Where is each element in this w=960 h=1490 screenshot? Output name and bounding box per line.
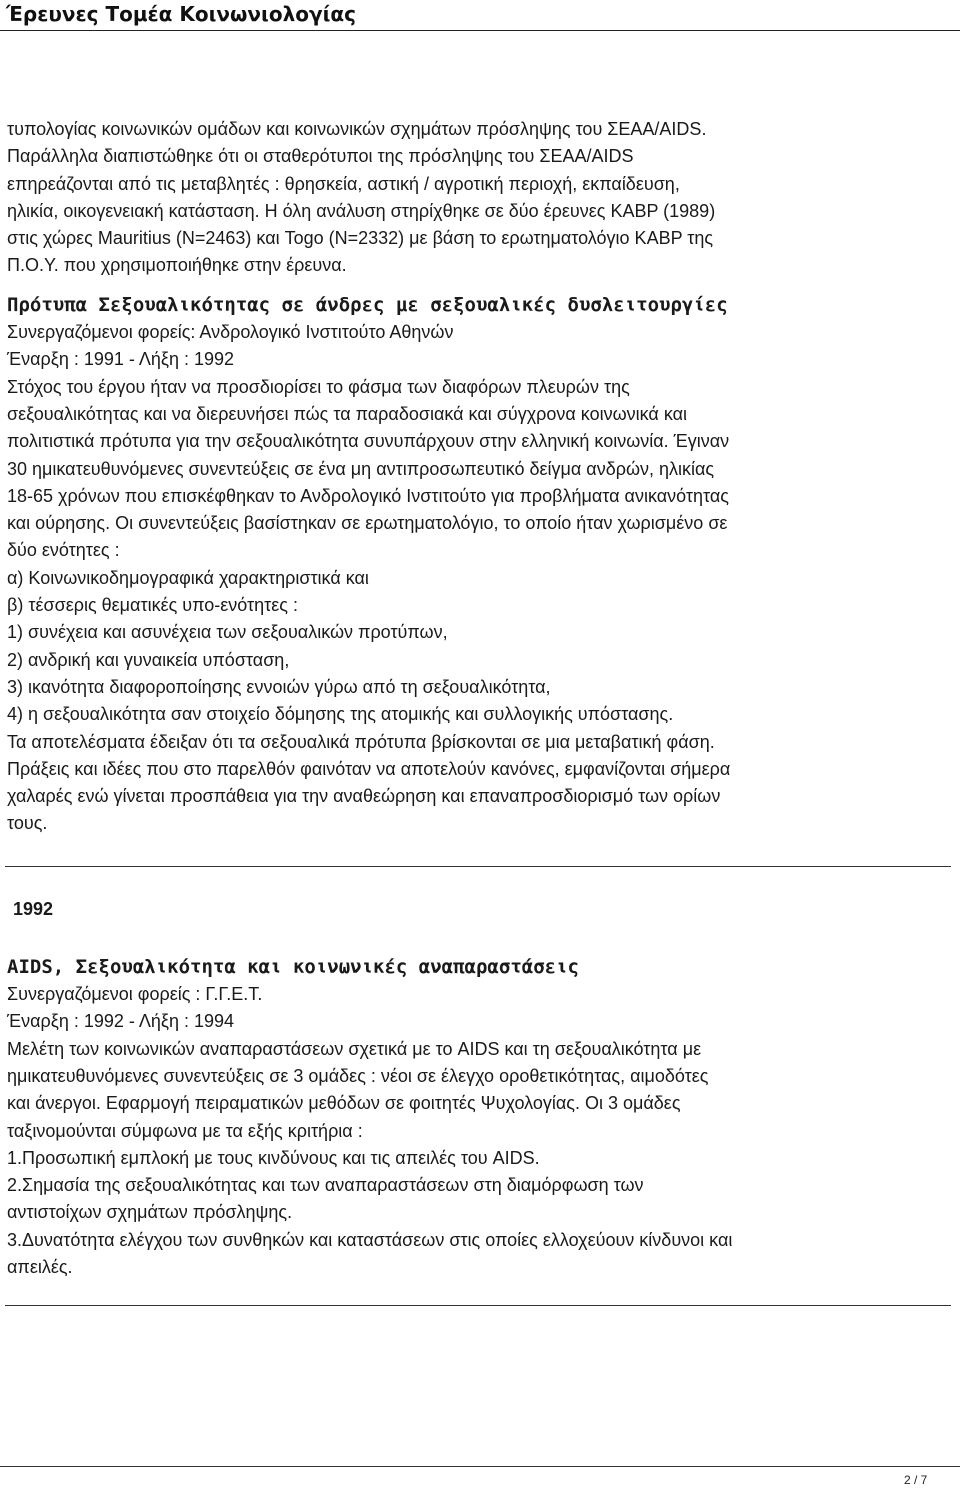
section-aids-body	[7, 981, 952, 1281]
text-line: χαλαρές ενώ γίνεται προσπάθεια για την αναθεώρηση και επαναπροσδιορισμό των ορίων	[7, 786, 721, 807]
text-line: Έναρξη : 1991 - Λήξη : 1992	[7, 349, 235, 370]
text-line: απειλές.	[7, 1256, 73, 1277]
section-divider	[5, 1305, 951, 1306]
section-heading-sexuality-patterns: Πρότυπα Σεξουαλικότητας σε άνδρες με σεξουαλικές δυσλειτουργίες	[7, 293, 728, 316]
text-line: Συνεργαζόμενοι φορείς: Ανδρολογικό Ινστιτούτο Αθηνών	[7, 322, 454, 343]
section-heading-aids: AIDS, Σεξουαλικότητα και κοινωνικές αναπαραστάσεις	[7, 955, 579, 978]
text-line: 1.Προσωπική εμπλοκή με τους κινδύνους και τις απειλές του AIDS.	[7, 1147, 540, 1168]
text-line: σεξουαλικότητας και να διερευνήσει πώς τα παραδοσιακά και σύγχρονα κοινωνικά και	[7, 403, 688, 424]
section-divider	[5, 866, 951, 867]
text-line: πολιτιστικά πρότυπα για την σεξουαλικότητα συνυπάρχουν στην ελληνική κοινωνία. Έγιναν	[7, 431, 730, 452]
text-line: 4) η σεξουαλικότητα σαν στοιχείο δόμησης της ατομικής και συλλογικής υπόστασης.	[7, 704, 674, 725]
text-line: ηλικία, οικογενειακή κατάσταση. Η όλη ανάλυση στηρίχθηκε σε δύο έρευνες KABP (1989)	[7, 200, 716, 221]
text-line: 1) συνέχεια και ασυνέχεια των σεξουαλικών προτύπων,	[7, 622, 448, 643]
document-body	[7, 116, 952, 1306]
text-line: β) τέσσερις θεματικές υπο-ενότητες :	[7, 595, 298, 616]
text-line: 2) ανδρική και γυναικεία υπόσταση,	[7, 649, 290, 670]
text-line: Έναρξη : 1992 - Λήξη : 1994	[7, 1011, 235, 1032]
text-line: Τα αποτελέσματα έδειξαν ότι τα σεξουαλικά πρότυπα βρίσκονται σε μια μεταβατική φάση.	[7, 731, 715, 752]
text-line: 30 ημικατευθυνόμενες συνεντεύξεις σε ένα μη αντιπροσωπευτικό δείγμα ανδρών, ηλικίας	[7, 458, 715, 479]
text-line: 3) ικανότητα διαφοροποίησης εννοιών γύρω από τη σεξουαλικότητα,	[7, 676, 551, 697]
text-line: στις χώρες Mauritius (N=2463) και Togo (N=2332) με βάση το ερωτηματολόγιο KABP της	[7, 228, 714, 249]
text-line: α) Κοινωνικοδημογραφικά χαρακτηριστικά και	[7, 567, 369, 588]
footer-divider	[0, 1466, 960, 1467]
text-line: Παράλληλα διαπιστώθηκε ότι οι σταθερότυποι της πρόσληψης του ΣΕΑΑ/AIDS	[7, 146, 634, 167]
text-line: Στόχος του έργου ήταν να προσδιορίσει το φάσμα των διαφόρων πλευρών της	[7, 376, 630, 397]
text-line: Πράξεις και ιδέες που στο παρελθόν φαινόταν να αποτελούν κανόνες, εμφανίζονται σήμερα	[7, 758, 731, 779]
text-line: επηρεάζονται από τις μεταβλητές : θρησκεία, αστική / αγροτική περιοχή, εκπαίδευση,	[7, 173, 680, 194]
text-line: ταξινομούνται σύμφωνα με τα εξής κριτήρια :	[7, 1120, 363, 1141]
text-line: αντιστοίχων σχημάτων πρόσληψης.	[7, 1202, 293, 1223]
page-number: 2 / 7	[904, 1473, 928, 1487]
section-sexuality-patterns-body	[7, 319, 952, 838]
text-line: και ούρησης. Οι συνεντεύξεις βασίστηκαν σε ερωτηματολόγιο, το οποίο ήταν χωρισμένο σε	[7, 513, 728, 534]
text-line: δύο ενότητες :	[7, 540, 120, 561]
header-divider	[0, 30, 960, 31]
text-line: Π.Ο.Υ. που χρησιμοποιήθηκε στην έρευνα.	[7, 255, 347, 276]
page-title: Έρευνες Τομέα Κοινωνιολογίας	[6, 2, 356, 26]
text-line: 18-65 χρόνων που επισκέφθηκαν το Ανδρολογικό Ινστιτούτο για προβλήματα ανικανότητας	[7, 485, 729, 506]
text-line: τους.	[7, 813, 48, 834]
year-label: 1992	[13, 898, 54, 919]
text-line: Συνεργαζόμενοι φορείς : Γ.Γ.Ε.Τ.	[7, 984, 263, 1005]
text-line: ημικατευθυνόμενες συνεντεύξεις σε 3 ομάδες : νέοι σε έλεγχο οροθετικότητας, αιμοδότες	[7, 1065, 709, 1086]
text-line: τυπολογίας κοινωνικών ομάδων και κοινωνικών σχημάτων πρόσληψης του ΣΕΑΑ/AIDS.	[7, 119, 707, 139]
text-line: Μελέτη των κοινωνικών αναπαραστάσεων σχετικά με το AIDS και τη σεξουαλικότητα με	[7, 1038, 702, 1059]
text-line: και άνεργοι. Εφαρμογή πειραματικών μεθόδων σε φοιτητές Ψυχολογίας. Οι 3 ομάδες	[7, 1093, 681, 1114]
text-line: 2.Σημασία της σεξουαλικότητας και των αναπαραστάσεων στη διαμόρφωση των	[7, 1175, 644, 1196]
page-header	[0, 0, 960, 30]
section-intro-paragraph	[7, 116, 952, 280]
text-line: 3.Δυνατότητα ελέγχου των συνθηκών και καταστάσεων στις οποίες ελλοχεύουν κίνδυνοι και	[7, 1229, 733, 1250]
